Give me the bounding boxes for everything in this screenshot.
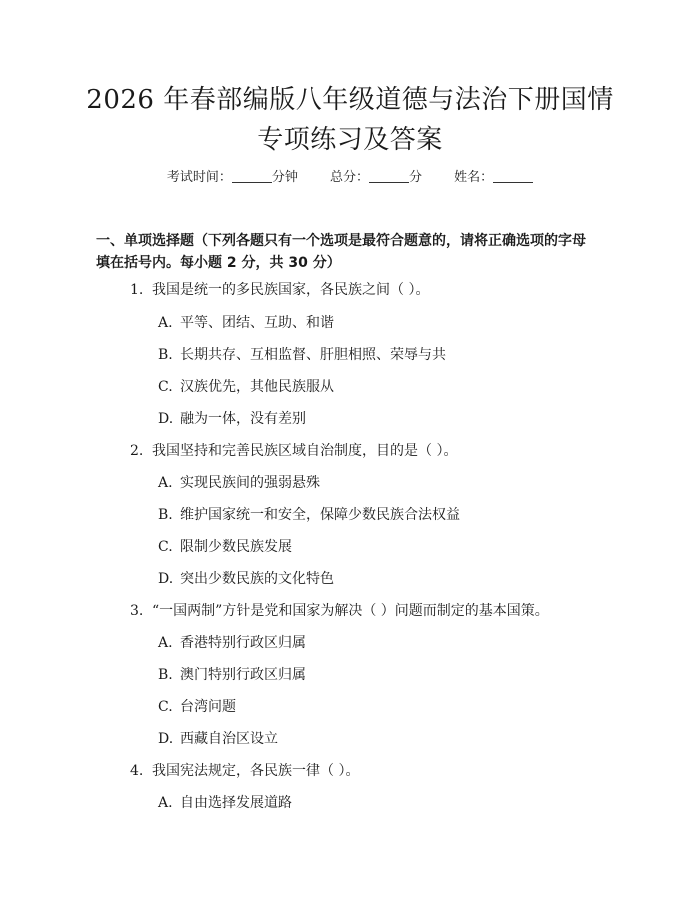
option-text: 汉族优先，其他民族服从 [180,379,334,395]
option-key: C. [158,379,173,395]
option [158,665,658,685]
option [158,345,658,365]
option [158,313,658,333]
option [158,505,658,525]
question [130,761,650,781]
time-blank [232,170,272,183]
score-label: 总分： [329,170,369,185]
score-blank [369,170,409,183]
option-key: A. [158,315,173,331]
option-text: 香港特别行政区归属 [180,635,306,651]
question-text: “一国两制”方针是党和国家为解决（ ）问题而制定的基本国策。 [152,603,549,619]
option-text: 突出少数民族的文化特色 [180,571,334,587]
question-number: 3. [130,603,144,619]
option-key: B. [158,507,173,523]
option [158,697,658,717]
name-label: 姓名： [454,170,494,185]
option-key: C. [158,539,173,555]
option [158,793,658,813]
option-text: 澳门特别行政区归属 [180,667,306,683]
option [158,409,658,429]
question-number: 2. [130,443,144,459]
option-key: A. [158,635,173,651]
option-key: B. [158,347,173,363]
option-text: 长期共存、互相监督、肝胆相照、荣辱与共 [180,347,446,363]
option-text: 维护国家统一和安全，保障少数民族合法权益 [180,507,460,523]
score-unit: 分 [409,170,423,185]
question-number: 1. [130,282,144,298]
option-key: D. [158,411,174,427]
option [158,537,658,557]
time-unit: 分钟 [271,170,298,185]
question [130,601,650,621]
option-text: 实现民族间的强弱悬殊 [180,475,320,491]
question [130,280,650,300]
exam-time [167,169,298,187]
option-key: D. [158,571,174,587]
option [158,729,658,749]
section-heading [96,230,636,274]
section-heading-line-1: 一、单项选择题（下列各题只有一个选项是最符合题意的，请将正确选项的字母 [96,233,586,249]
option [158,377,658,397]
time-label: 考试时间： [166,170,232,185]
exam-name [454,169,533,187]
question-number: 4. [130,763,144,779]
option [158,473,658,493]
option-text: 自由选择发展道路 [180,795,292,811]
option-key: A. [158,795,173,811]
document-title [40,80,660,160]
option-key: C. [158,699,173,715]
title-line-1: 2026 年春部编版八年级道德与法治下册国情 [86,85,614,115]
option-key: B. [158,667,173,683]
option-text: 融为一体，没有差别 [180,411,306,427]
option [158,633,658,653]
option [158,569,658,589]
exam-score [330,169,422,187]
option-key: A. [158,475,173,491]
question-text: 我国坚持和完善民族区域自治制度，目的是（ ）。 [152,443,458,459]
title-line-2: 专项练习及答案 [257,125,443,155]
name-blank [493,170,533,183]
option-key: D. [158,731,174,747]
option-text: 限制少数民族发展 [180,539,292,555]
question [130,441,650,461]
option-text: 西藏自治区设立 [180,731,278,747]
question-text: 我国是统一的多民族国家，各民族之间（ ）。 [152,282,430,298]
option-text: 台湾问题 [180,699,236,715]
question-text: 我国宪法规定，各民族一律（ ）。 [152,763,360,779]
section-heading-line-2: 填在括号内。每小题 2 分，共 30 分） [96,255,341,271]
exam-meta [0,169,700,187]
option-text: 平等、团结、互助、和谐 [180,315,334,331]
